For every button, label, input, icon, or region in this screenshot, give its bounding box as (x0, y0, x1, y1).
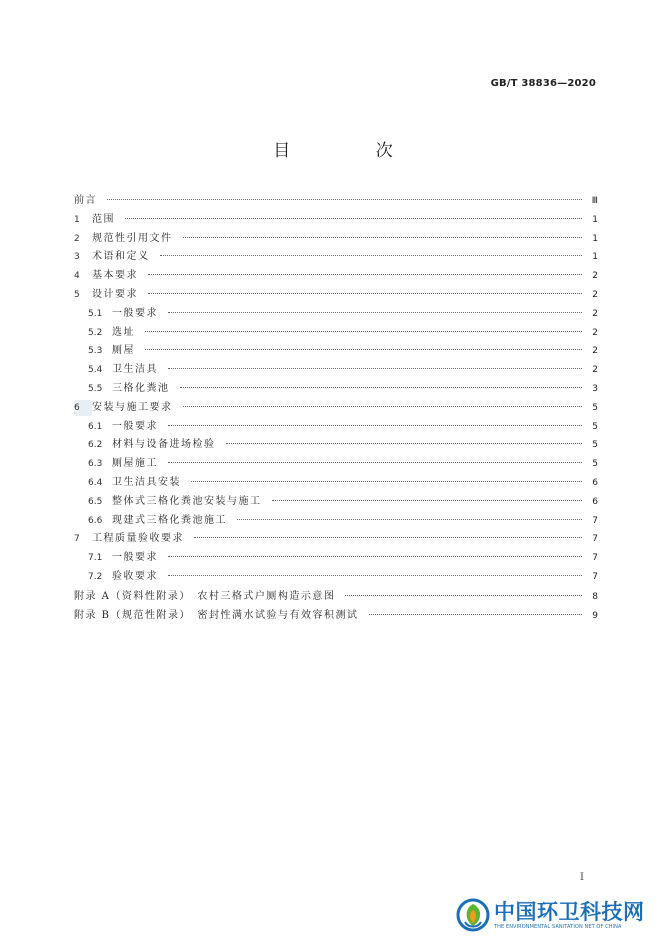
toc-entry-title: 验收要求 (112, 570, 158, 582)
toc-dot-leader (369, 614, 582, 615)
toc-entry-number: 7.1 (88, 553, 103, 564)
toc-entry[interactable] (74, 381, 598, 397)
toc-dot-leader (168, 368, 582, 369)
toc-entry[interactable] (74, 456, 598, 472)
toc-entry-number: 6.3 (88, 459, 103, 470)
toc-entry[interactable] (74, 513, 598, 529)
toc-entry-number: 2 (74, 233, 80, 244)
toc-entry-number: 5.2 (88, 327, 103, 338)
toc-entry-number: 6.6 (88, 515, 103, 526)
page-number: I (580, 872, 584, 883)
toc-entry-page: 2 (592, 289, 598, 300)
toc-entry[interactable] (74, 212, 598, 228)
watermark-name-en: THE ENVIRONMENTAL SANITATION NET OF CHINA (494, 923, 622, 930)
toc-dot-leader (168, 312, 582, 313)
toc-entry-page: 2 (592, 271, 598, 282)
toc-entry-title: 材料与设备进场检验 (112, 439, 216, 451)
toc-entry[interactable] (74, 494, 598, 510)
toc-entry-page: 7 (592, 571, 598, 582)
toc-entry-page: 5 (592, 402, 598, 413)
toc-entry-number: 5.5 (88, 383, 103, 394)
toc-dot-leader (345, 595, 582, 596)
table-of-contents (74, 193, 598, 627)
toc-entry-title: 整体式三格化粪池安装与施工 (112, 495, 262, 507)
toc-dot-leader (183, 237, 583, 238)
toc-entry[interactable] (74, 249, 598, 265)
toc-entry-page: 7 (592, 515, 598, 526)
toc-dot-leader (183, 406, 583, 407)
toc-dot-leader (168, 462, 582, 463)
toc-entry[interactable] (74, 193, 598, 209)
toc-entry-title: 一般要求 (112, 552, 158, 564)
toc-entry[interactable] (74, 325, 598, 341)
toc-entry-page: 7 (592, 553, 598, 564)
leaf-logo-icon (456, 898, 490, 932)
toc-entry-number: 5 (74, 289, 80, 300)
toc-entry-number: 1 (74, 214, 80, 225)
toc-entry[interactable] (74, 400, 598, 416)
toc-dot-leader (168, 556, 582, 557)
toc-entry-number: 7 (74, 534, 80, 545)
watermark-name-cn: 中国环卫科技网 (494, 899, 645, 924)
toc-dot-leader (168, 425, 582, 426)
toc-entry[interactable] (74, 268, 598, 284)
toc-dot-leader (148, 274, 582, 275)
toc-entry-title: 规范性引用文件 (92, 232, 173, 244)
toc-entry-page: 2 (592, 346, 598, 357)
toc-dot-leader (168, 575, 582, 576)
toc-entry[interactable] (74, 343, 598, 359)
toc-entry[interactable] (74, 437, 598, 453)
toc-entry-number: 5.4 (88, 365, 103, 376)
toc-dot-leader (145, 349, 582, 350)
toc-entry-title: 一般要求 (112, 420, 158, 432)
toc-entry-page: Ⅲ (591, 196, 598, 206)
toc-entry[interactable] (74, 531, 598, 547)
toc-entry-title: 术语和定义 (92, 251, 150, 263)
toc-entry-page: 3 (592, 383, 598, 394)
toc-entry[interactable] (74, 475, 598, 491)
toc-entry[interactable] (74, 231, 598, 247)
toc-entry-page: 2 (592, 365, 598, 376)
toc-dot-leader (237, 519, 582, 520)
toc-entry[interactable] (74, 287, 598, 303)
toc-dot-leader (125, 218, 582, 219)
toc-entry-title: 选址 (112, 326, 135, 338)
toc-entry-title: 一般要求 (112, 307, 158, 319)
standard-number: GB/T 38836—2020 (490, 78, 596, 89)
toc-entry-page: 2 (592, 308, 598, 319)
toc-entry-number: 6.1 (88, 421, 103, 432)
toc-entry-page: 9 (592, 610, 598, 621)
page-title: 目 次 (273, 141, 433, 161)
toc-entry-page: 5 (592, 459, 598, 470)
toc-entry-title: 附录 B（规范性附录） 密封性满水试验与有效容积测试 (74, 609, 359, 621)
toc-entry-page: 5 (592, 421, 598, 432)
toc-entry-title: 安装与施工要求 (92, 401, 173, 413)
toc-dot-leader (107, 199, 582, 200)
toc-entry-title: 卫生洁具安装 (112, 476, 181, 488)
toc-entry-title: 前言 (74, 195, 97, 206)
toc-dot-leader (180, 387, 583, 388)
toc-entry-number: 6 (74, 400, 92, 416)
toc-entry-page: 6 (592, 477, 598, 488)
toc-entry-number: 6.2 (88, 440, 103, 451)
toc-entry-number: 6.5 (88, 496, 103, 507)
toc-entry-page: 1 (592, 252, 598, 263)
toc-entry[interactable] (74, 589, 598, 605)
toc-entry-title: 设计要求 (92, 288, 138, 300)
toc-dot-leader (191, 481, 582, 482)
toc-entry-page: 8 (592, 591, 598, 602)
toc-entry[interactable] (74, 362, 598, 378)
toc-entry-page: 5 (592, 440, 598, 451)
toc-dot-leader (148, 293, 582, 294)
toc-entry-page: 7 (592, 534, 598, 545)
toc-entry[interactable] (74, 419, 598, 435)
toc-entry-page: 6 (592, 496, 598, 507)
toc-entry-title: 厕屋 (112, 345, 135, 357)
toc-entry-number: 5.3 (88, 346, 103, 357)
toc-entry-title: 现建式三格化粪池施工 (112, 514, 227, 526)
toc-dot-leader (160, 255, 583, 256)
toc-entry-number: 7.2 (88, 571, 103, 582)
toc-dot-leader (272, 500, 583, 501)
toc-entry[interactable] (74, 306, 598, 322)
toc-dot-leader (145, 331, 582, 332)
toc-entry-title: 范围 (92, 213, 115, 225)
toc-entry-number: 5.1 (88, 308, 103, 319)
toc-entry[interactable] (74, 550, 598, 566)
site-watermark (456, 894, 662, 936)
toc-entry-title: 基本要求 (92, 270, 138, 282)
toc-entry-number: 3 (74, 252, 80, 263)
toc-entry-number: 4 (74, 271, 80, 282)
toc-dot-leader (194, 537, 582, 538)
toc-entry-title: 附录 A（资料性附录） 农村三格式户厕构造示意图 (74, 590, 336, 602)
toc-entry-title: 三格化粪池 (112, 382, 170, 394)
toc-entry[interactable] (74, 608, 598, 624)
toc-entry-title: 卫生洁具 (112, 364, 158, 376)
toc-entry-page: 1 (592, 233, 598, 244)
toc-entry-title: 工程质量验收要求 (92, 533, 184, 545)
toc-entry-number: 6.4 (88, 477, 103, 488)
toc-entry-title: 厕屋施工 (112, 458, 158, 470)
toc-entry-page: 2 (592, 327, 598, 338)
toc-entry-page: 1 (592, 214, 598, 225)
toc-entry[interactable] (74, 569, 598, 585)
toc-dot-leader (226, 443, 583, 444)
